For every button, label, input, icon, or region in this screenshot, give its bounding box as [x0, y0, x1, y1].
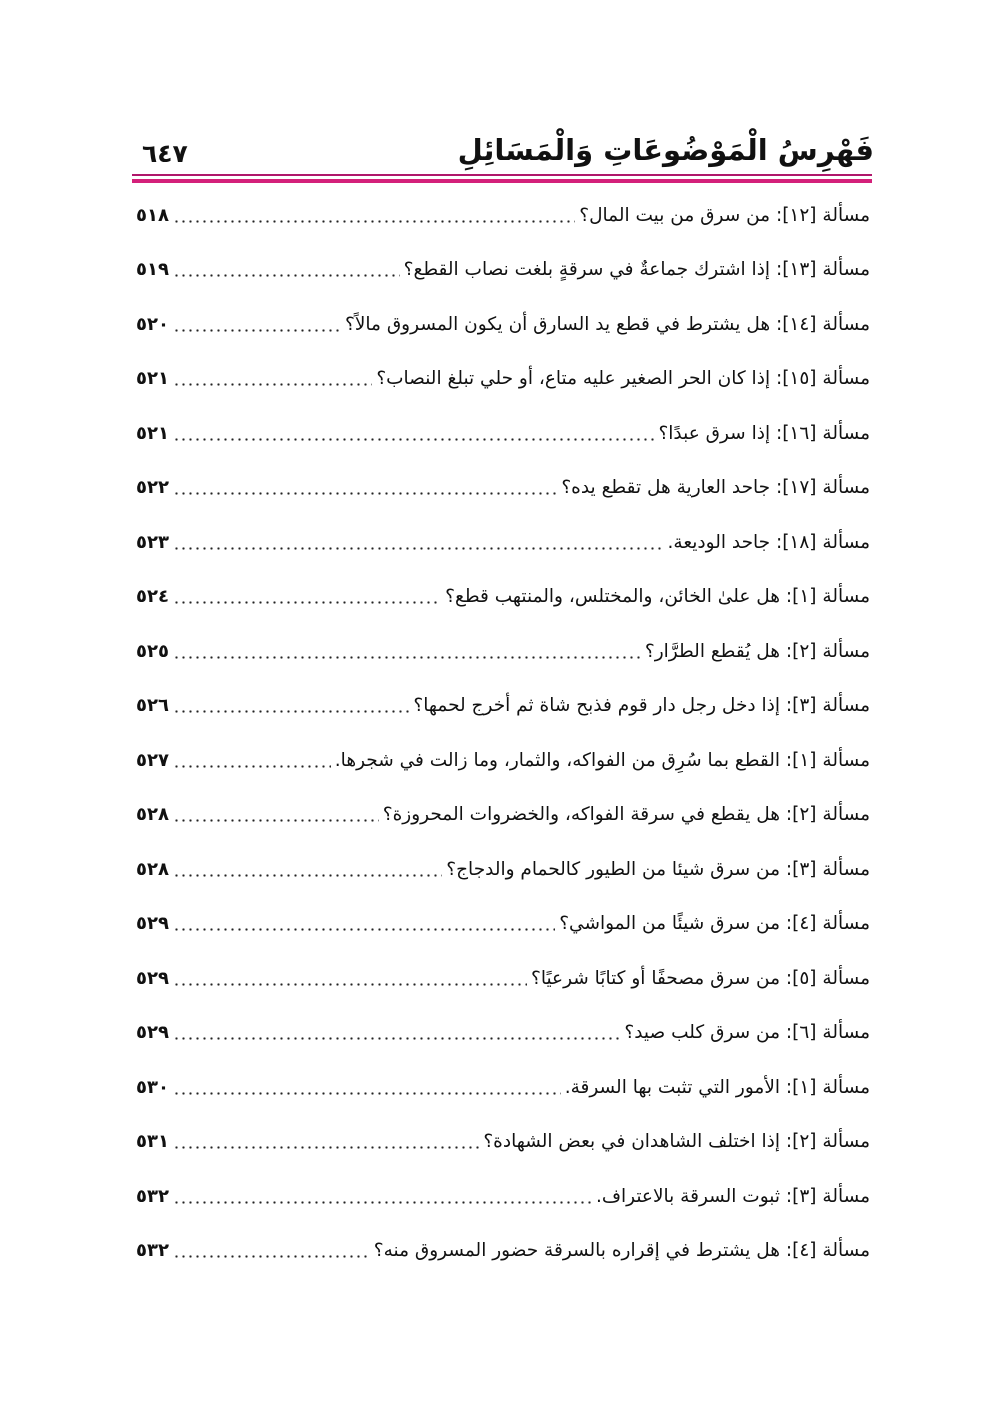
dot-leader [173, 1092, 561, 1095]
page-header [130, 118, 874, 170]
entry-label: مسألة [١٦]: إذا سرق عبدًا؟ [658, 422, 870, 444]
entry-page-number: ٥٢٨ [136, 804, 169, 826]
dot-leader [173, 819, 379, 822]
dot-leader [173, 1255, 370, 1258]
index-entry [136, 461, 870, 516]
index-entry [136, 406, 870, 461]
entry-label: مسألة [١٧]: جاحد العارية هل تقطع يده؟ [561, 477, 870, 499]
entry-page-number: ٥١٩ [136, 259, 169, 281]
entry-label: مسألة [١٤]: هل يشترط في قطع يد السارق أن يكون المسروق مالاً؟ [345, 313, 870, 335]
index-entry [136, 679, 870, 734]
entry-page-number: ٥٢٦ [136, 695, 169, 717]
entry-page-number: ٥٣١ [136, 1131, 169, 1153]
dot-leader [173, 874, 442, 877]
entry-label: مسألة [٦]: من سرق كلب صيد؟ [624, 1022, 870, 1044]
entry-page-number: ٥٣٢ [136, 1240, 169, 1262]
entry-page-number: ٥٣٠ [136, 1076, 169, 1098]
entry-page-number: ٥٢٢ [136, 477, 169, 499]
dot-leader [173, 710, 409, 713]
header-rule-thick [132, 179, 872, 183]
dot-leader [173, 928, 555, 931]
dot-leader [173, 601, 441, 604]
dot-leader [173, 1146, 479, 1149]
header-rule-thin [132, 174, 872, 176]
entry-label: مسألة [١]: هل علىٰ الخائن، والمختلس، والمنتهب قطع؟ [445, 586, 870, 608]
entry-page-number: ٥٢٩ [136, 1022, 169, 1044]
index-entry [136, 897, 870, 952]
entry-label: مسألة [١]: القطع بما سُرِق من الفواكه، والثمار، وما زالت في شجرها. [334, 749, 870, 771]
dot-leader [173, 983, 527, 986]
index-entry [136, 951, 870, 1006]
entry-page-number: ٥٢٥ [136, 640, 169, 662]
dot-leader [173, 492, 557, 495]
entry-label: مسألة [١٢]: من سرق من بيت المال؟ [579, 204, 870, 226]
index-entry [136, 243, 870, 298]
entry-page-number: ٥٣٢ [136, 1185, 169, 1207]
dot-leader [173, 438, 654, 441]
entry-page-number: ٥٢٨ [136, 858, 169, 880]
index-entry [136, 1006, 870, 1061]
entry-label: مسألة [٣]: ثبوت السرقة بالاعتراف. [595, 1185, 870, 1207]
entry-page-number: ٥٢١ [136, 368, 169, 390]
entry-page-number: ٥٢٩ [136, 913, 169, 935]
index-entry [136, 1224, 870, 1279]
index-entry [136, 1169, 870, 1224]
index-entry [136, 733, 870, 788]
index-entry [136, 352, 870, 407]
index-entry [136, 570, 870, 625]
index-entry [136, 624, 870, 679]
entry-label: مسألة [٢]: هل يُقطع الطرَّار؟ [644, 640, 870, 662]
entry-page-number: ٥٢١ [136, 422, 169, 444]
entry-page-number: ٥٢٤ [136, 586, 169, 608]
page-number: ٦٤٧ [142, 138, 188, 168]
dot-leader [173, 765, 331, 768]
entry-page-number: ٥٢٩ [136, 967, 169, 989]
running-title: فَهْرِسُ الْمَوْضُوعَاتِ وَالْمَسَائِلِ [457, 133, 874, 168]
entry-label: مسألة [٣]: إذا دخل رجل دار قوم فذبح شاة ثم أخرج لحمها؟ [413, 695, 870, 717]
entry-label: مسألة [٥]: من سرق مصحفًا أو كتابًا شرعيًا؟ [531, 967, 870, 989]
index-entry [136, 297, 870, 352]
entry-label: مسألة [٣]: من سرق شيئا من الطيور كالحمام والدجاج؟ [446, 858, 870, 880]
index-entry [136, 515, 870, 570]
index-entry [136, 788, 870, 843]
dot-leader [173, 274, 400, 277]
entry-label: مسألة [١٨]: جاحد الوديعة. [667, 531, 870, 553]
entry-label: مسألة [١]: الأمور التي تثبت بها السرقة. [564, 1076, 870, 1098]
entry-page-number: ٥١٨ [136, 204, 169, 226]
index-entry [136, 188, 870, 243]
index-entry [136, 1060, 870, 1115]
entry-label: مسألة [١٥]: إذا كان الحر الصغير عليه متاع، أو حلي تبلغ النصاب؟ [376, 368, 870, 390]
index-entry [136, 1115, 870, 1170]
index-entry [136, 842, 870, 897]
dot-leader [173, 329, 341, 332]
dot-leader [173, 1037, 620, 1040]
entry-label: مسألة [١٣]: إذا اشترك جماعةٌ في سرقةٍ بلغت نصاب القطع؟ [403, 259, 870, 281]
dot-leader [173, 547, 664, 550]
entry-page-number: ٥٢٠ [136, 313, 169, 335]
dot-leader [173, 1201, 592, 1204]
dot-leader [173, 656, 641, 659]
entry-page-number: ٥٢٣ [136, 531, 169, 553]
entry-label: مسألة [٤]: هل يشترط في إقراره بالسرقة حضور المسروق منه؟ [373, 1240, 870, 1262]
index-entries [136, 188, 870, 1278]
entry-label: مسألة [٢]: إذا اختلف الشاهدان في بعض الشهادة؟ [483, 1131, 870, 1153]
dot-leader [173, 383, 372, 386]
entry-page-number: ٥٢٧ [136, 749, 169, 771]
entry-label: مسألة [٤]: من سرق شيئًا من المواشي؟ [559, 913, 870, 935]
dot-leader [173, 220, 575, 223]
entry-label: مسألة [٢]: هل يقطع في سرقة الفواكه، والخضروات المحروزة؟ [382, 804, 870, 826]
